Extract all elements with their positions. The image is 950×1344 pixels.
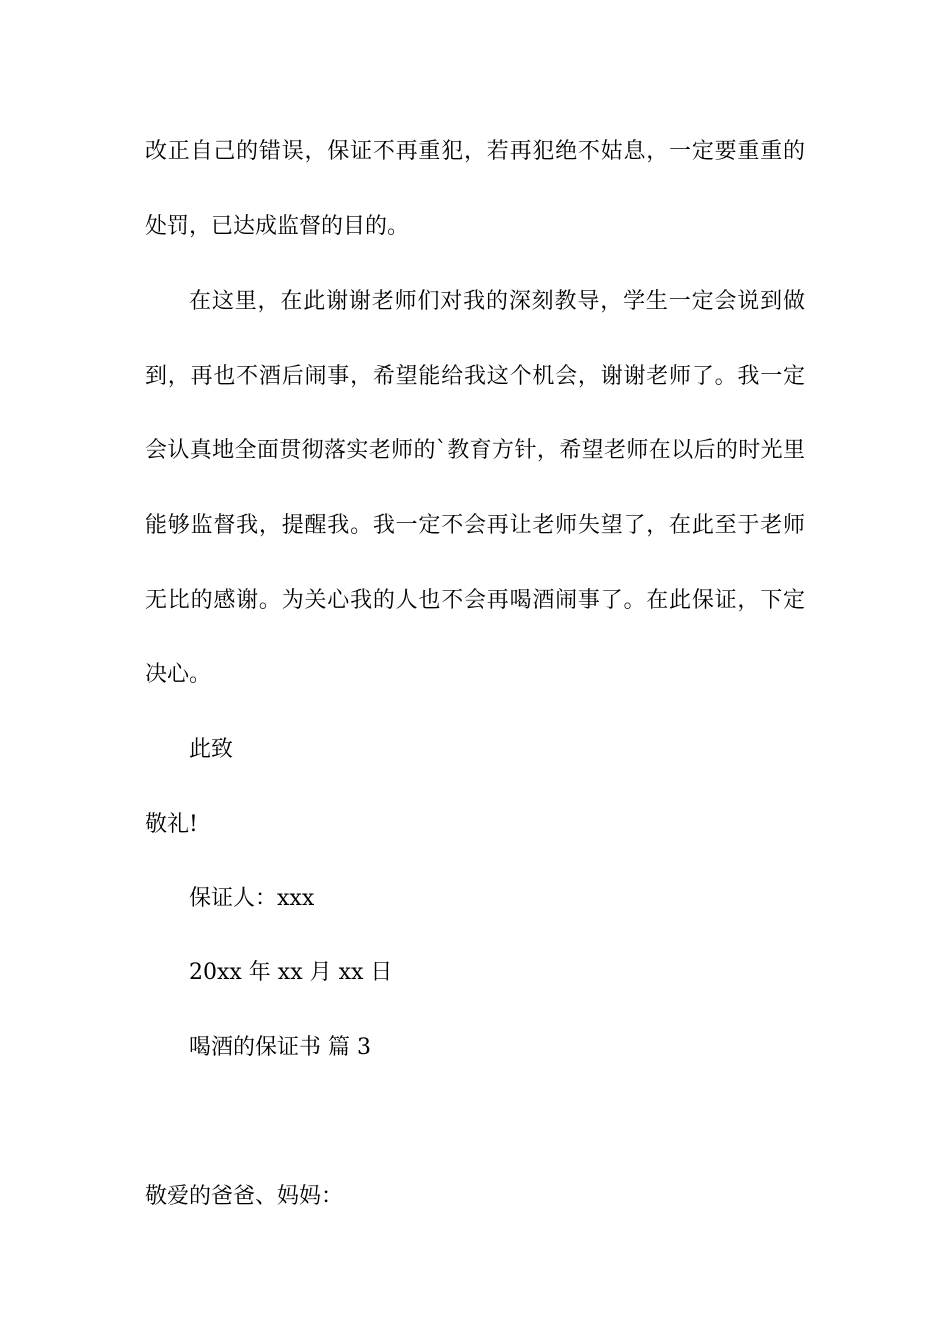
date: 20xx 年 xx 月 xx 日	[189, 960, 393, 985]
paragraph-2-line-1: 在这里，在此谢谢老师们对我的深刻教导，学生一定会说到做	[189, 289, 805, 314]
paragraph-2-line-5: 无比的感谢。为关心我的人也不会再喝酒闹事了。在此保证，下定	[145, 588, 805, 613]
next-section-title: 喝酒的保证书 篇 3	[189, 1035, 371, 1060]
paragraph-2-line-2: 到，再也不酒后闹事，希望能给我这个机会，谢谢老师了。我一定	[145, 364, 805, 389]
paragraph-1-line-1: 改正自己的错误，保证不再重犯，若再犯绝不姑息，一定要重重的	[145, 139, 805, 164]
closing-cizhi: 此致	[189, 737, 234, 762]
paragraph-2-line-6: 决心。	[145, 662, 212, 687]
paragraph-2-line-4: 能够监督我，提醒我。我一定不会再让老师失望了，在此至于老师	[145, 513, 805, 538]
signature: 保证人：xxx	[189, 886, 315, 911]
paragraph-1-line-2: 处罚，已达成监督的目的。	[145, 214, 410, 239]
paragraph-2-line-3: 会认真地全面贯彻落实老师的`教育方针，希望老师在以后的时光里	[145, 438, 805, 463]
salutation: 敬爱的爸爸、妈妈：	[145, 1184, 344, 1209]
closing-jingli: 敬礼!	[145, 812, 198, 837]
